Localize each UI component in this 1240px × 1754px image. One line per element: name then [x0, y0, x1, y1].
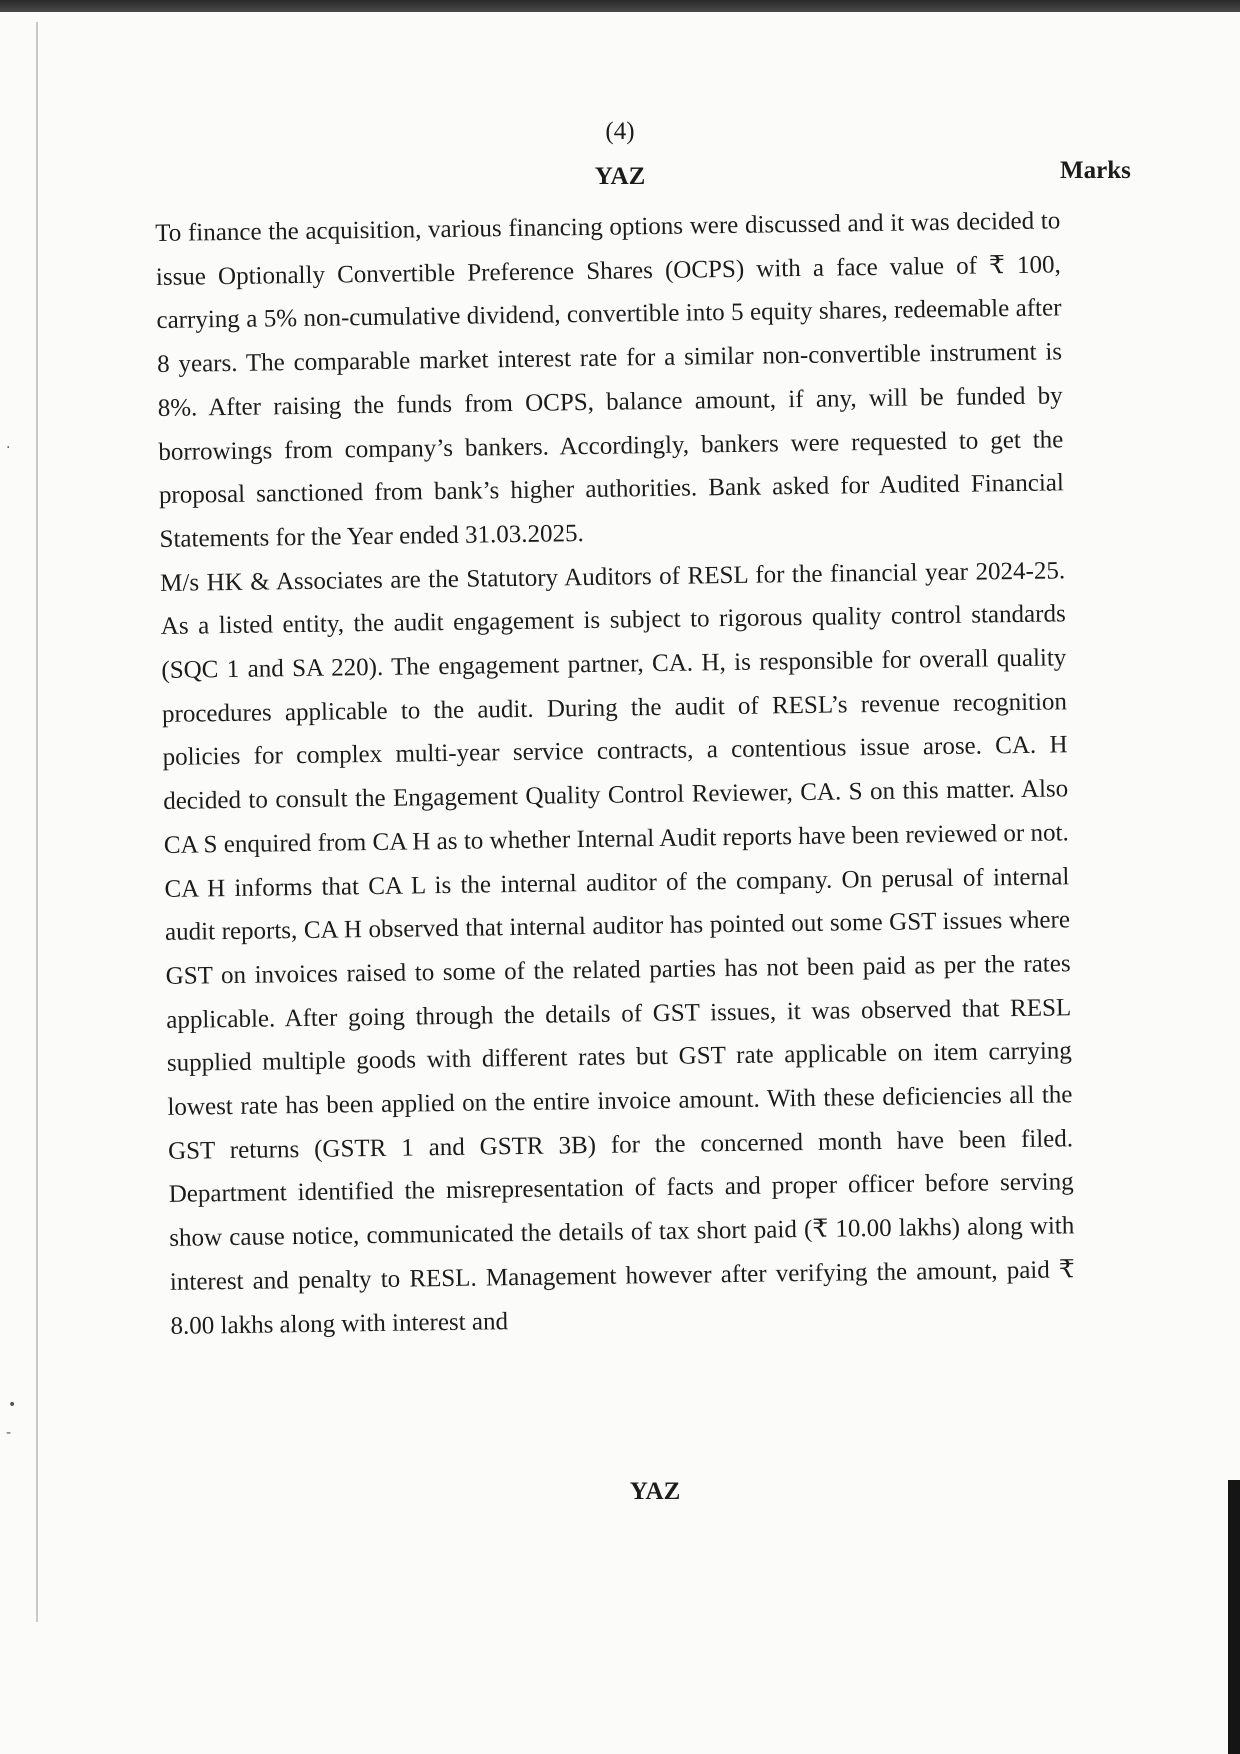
scan-left-edge: [36, 22, 38, 1622]
question-body: [155, 199, 1076, 1348]
scan-right-edge: [1228, 1480, 1240, 1754]
marks-column-heading: Marks: [1060, 157, 1131, 184]
scan-speck: •: [8, 1397, 17, 1413]
paper-code-header: YAZ: [594, 163, 646, 190]
scan-top-edge: [0, 0, 1240, 12]
scan-speck: ·: [6, 440, 11, 456]
paragraph-financing: To finance the acquisition, various financing options were discussed and it was decided to issue Optionally Convertible Preference Shares (OCPS) with a face value of ₹ 100, carrying a 5% non-cumulative dividend, convertible into 5 equity shares, redeemable after 8 years. The comparable market interest rate for a similar non-convertible instrument is 8%. After raising the funds from OCPS, balance amount, if any, will be funded by borrowings from company’s bankers. Accordingly, bankers were requested to get the proposal sanctioned from bank’s higher authorities. Bank asked for Audited Financial Statements for the Year ended 31.03.2025.: [155, 207, 1065, 553]
paragraph-audit: M/s HK & Associates are the Statutory Auditors of RESL for the financial year 2024-25. As a listed entity, the audit engagement is subject to rigorous quality control standards (SQC 1 and SA 220). The engagement partner, CA. H, is responsible for overall quality procedures applicable to the audit. During the audit of RESL’s revenue recognition policies for complex multi-year service contracts, a contentious issue arose. CA. H decided to consult the Engagement Quality Control Reviewer, CA. S on this matter. Also CA S enquired from CA H as to whether Internal Audit reports have been reviewed or not. CA H informs that CA L is the internal auditor of the company. On perusal of internal audit reports, CA H observed that internal auditor has pointed out some GST issues where GST on invoices raised to some of the related parties has not been paid as per the rates applicable. After going through the details of GST issues, it was observed that RESL supplied multiple goods with different rates but GST rate applicable on item carrying lowest rate has been applied on the entire invoice amount. With these deficiencies all the GST returns (GSTR 1 and GSTR 3B) for the concerned month have been filed. Department identified the misrepresentation of facts and proper officer before serving show cause notice, communicated the details of tax short paid (₹ 10.00 lakhs) along with interest and penalty to RESL. Management however after verifying the amount, paid ₹ 8.00 lakhs along with interest and: [159, 556, 1076, 1340]
page-number: (4): [605, 118, 635, 145]
scan-speck: -: [6, 1425, 12, 1441]
paper-code-footer: YAZ: [629, 1478, 681, 1505]
